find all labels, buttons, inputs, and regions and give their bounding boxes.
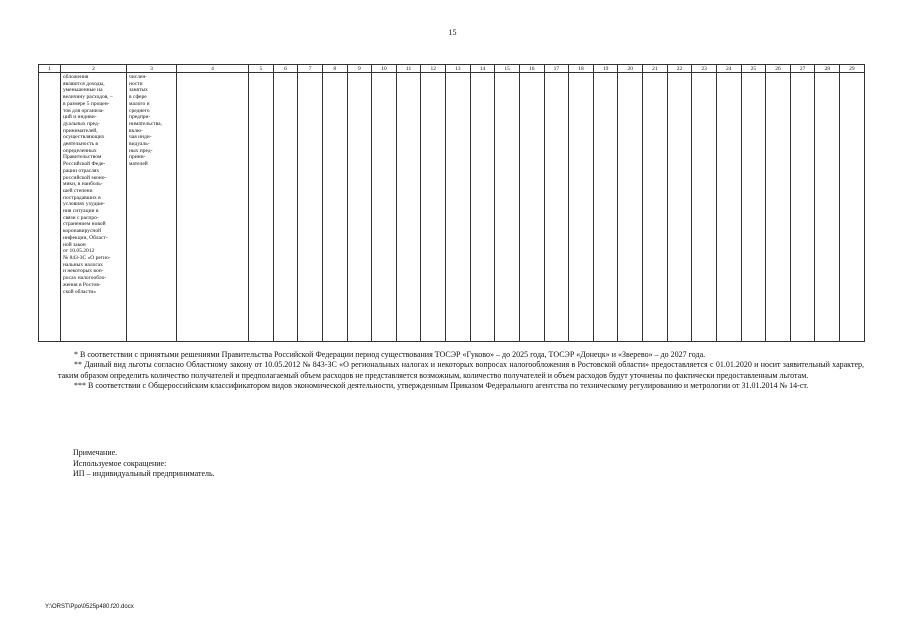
line: шей степени <box>63 187 93 194</box>
line: видуаль- <box>129 141 150 148</box>
line: коронавирусной <box>63 228 102 235</box>
page-number: 15 <box>448 28 457 37</box>
cell-col-23 <box>692 73 717 342</box>
line: ности <box>129 80 143 87</box>
line: Российской Феде- <box>63 161 106 168</box>
line: принимателей, <box>63 127 98 134</box>
line: предпри- <box>129 114 151 121</box>
line: от 10.05.2012 <box>63 248 95 255</box>
cell-col-11 <box>396 73 421 342</box>
column-header-29: 29 <box>840 65 865 73</box>
line: связи с распро- <box>63 214 99 221</box>
line: осуществляющих <box>63 134 105 141</box>
column-header-15: 15 <box>495 65 520 73</box>
line: занятых <box>129 87 148 94</box>
column-header-11: 11 <box>396 65 421 73</box>
abbreviation-entry: ИП – индивидуальный предприниматель. <box>73 469 215 479</box>
cell-col-18 <box>569 73 594 342</box>
cell-col-27 <box>790 73 815 342</box>
data-table <box>38 64 865 342</box>
cell-col-8 <box>322 73 347 342</box>
line: ской области» <box>63 288 97 295</box>
column-header-13: 13 <box>446 65 471 73</box>
column-header-2: 2 <box>61 65 127 73</box>
column-header-22: 22 <box>667 65 692 73</box>
line: мателей <box>129 161 148 168</box>
column-header-3: 3 <box>127 65 177 73</box>
column-header-16: 16 <box>519 65 544 73</box>
cell-col-5 <box>249 73 274 342</box>
cell-col-14 <box>470 73 495 342</box>
cell-col-12 <box>421 73 446 342</box>
column-header-6: 6 <box>273 65 298 73</box>
cell-col-25 <box>741 73 766 342</box>
column-header-18: 18 <box>569 65 594 73</box>
line: дуальных пред- <box>63 120 100 127</box>
cell-col-15 <box>495 73 520 342</box>
line: являются доходы, <box>63 80 105 87</box>
notes-subheading: Используемое сокращение: <box>73 458 167 468</box>
line: обложения <box>63 74 89 80</box>
line: жения в Ростов- <box>63 281 101 288</box>
cell-col-1 <box>39 73 61 342</box>
line: тов для организа- <box>63 107 105 114</box>
line: деятельность в <box>63 141 99 148</box>
line: условиях ухудше- <box>63 201 105 208</box>
notes-section <box>73 448 215 480</box>
cell-col-24 <box>716 73 741 342</box>
column-header-27: 27 <box>790 65 815 73</box>
column-header-5: 5 <box>249 65 274 73</box>
column-header-12: 12 <box>421 65 446 73</box>
line: определенных <box>63 147 97 154</box>
column-header-1: 1 <box>39 65 61 73</box>
column-header-9: 9 <box>347 65 372 73</box>
column-header-19: 19 <box>593 65 618 73</box>
line: ных пред- <box>129 147 153 154</box>
cell-col-13 <box>446 73 471 342</box>
column-header-17: 17 <box>544 65 569 73</box>
line: рации отраслях <box>63 167 100 174</box>
column-header-10: 10 <box>372 65 397 73</box>
table-header-row <box>39 65 865 73</box>
cell-col-21 <box>643 73 668 342</box>
line: числен- <box>129 74 148 80</box>
cell-col-28 <box>815 73 840 342</box>
line: российской эконо- <box>63 174 107 181</box>
column-header-20: 20 <box>618 65 643 73</box>
line: росах налогообло- <box>63 275 107 282</box>
line: малого и <box>129 100 150 107</box>
footnotes <box>58 350 864 391</box>
line: в сфере <box>129 94 147 101</box>
cell-col-26 <box>766 73 791 342</box>
column-header-26: 26 <box>766 65 791 73</box>
line: № 843-ЗС «О регио- <box>63 254 111 261</box>
line: мики, в наиболь- <box>63 181 103 188</box>
cell-col-29 <box>840 73 865 342</box>
cell-col-6 <box>273 73 298 342</box>
line: ния ситуации в <box>63 208 99 215</box>
cell-col-2 <box>61 73 127 342</box>
line: нимательства, вклю- <box>129 120 162 134</box>
cell-col-10 <box>372 73 397 342</box>
column-header-4: 4 <box>177 65 249 73</box>
line: уменьшенные на <box>63 87 103 94</box>
column-header-21: 21 <box>643 65 668 73</box>
line: пострадавших в <box>63 194 101 201</box>
line: нальных налогах <box>63 261 103 268</box>
line: величину расходов, – <box>63 94 113 101</box>
file-path-footer: Y:\ORST\Ppo\0525p480.f20.docx <box>45 604 134 610</box>
cell-col-9 <box>347 73 372 342</box>
cell-col-20 <box>618 73 643 342</box>
line: прини- <box>129 154 146 161</box>
column-header-25: 25 <box>741 65 766 73</box>
column-header-24: 24 <box>716 65 741 73</box>
column-header-23: 23 <box>692 65 717 73</box>
cell-col-16 <box>519 73 544 342</box>
line: Правительством <box>63 154 102 161</box>
column-header-28: 28 <box>815 65 840 73</box>
footnote-3: *** В соответствии с Общероссийским классификатором видов экономической деятельности, утвержденным Приказом Федерального агентства по техническому регулированию и метрологии от 31.01.2014 № 14-ст. <box>74 380 809 390</box>
notes-heading: Примечание. <box>73 448 118 457</box>
line: и некоторых воп- <box>63 268 104 275</box>
cell-col-4 <box>177 73 249 342</box>
footnote-2: ** Данный вид льготы согласно Областному закону от 10.05.2012 № 843-ЗС «О региональных налогах и некоторых вопросах налогообложения в Ростовской области» предоставляется с 01.01.2020 и носит заявительный характер, таким образом определить количество получателей и предполагаемый объем расходов не представляется возможным, количество получателей и объем расходов будут уточнены по фактически предоставленным льготам. <box>58 360 864 380</box>
cell-col-7 <box>298 73 323 342</box>
column-header-7: 7 <box>298 65 323 73</box>
line: среднего <box>129 107 150 114</box>
cell-col-17 <box>544 73 569 342</box>
cell-col-3 <box>127 73 177 342</box>
line: чая инди- <box>129 134 152 141</box>
table-row <box>39 73 865 342</box>
footnote-1: * В соответствии с принятыми решениями Правительства Российской Федерации период существования ТОСЭР «Гуково» – до 2025 года, ТОСЭР «Донецк» и «Зверево» – до 2027 года. <box>74 350 706 359</box>
cell-col-22 <box>667 73 692 342</box>
line: ций и индиви- <box>63 114 97 121</box>
line: инфекции, Област- <box>63 234 108 241</box>
column-header-14: 14 <box>470 65 495 73</box>
cell-col-19 <box>593 73 618 342</box>
column-header-8: 8 <box>322 65 347 73</box>
line: странением новой <box>63 221 106 228</box>
line: в размере 5 процен- <box>63 100 110 107</box>
line: ной закон <box>63 241 86 248</box>
